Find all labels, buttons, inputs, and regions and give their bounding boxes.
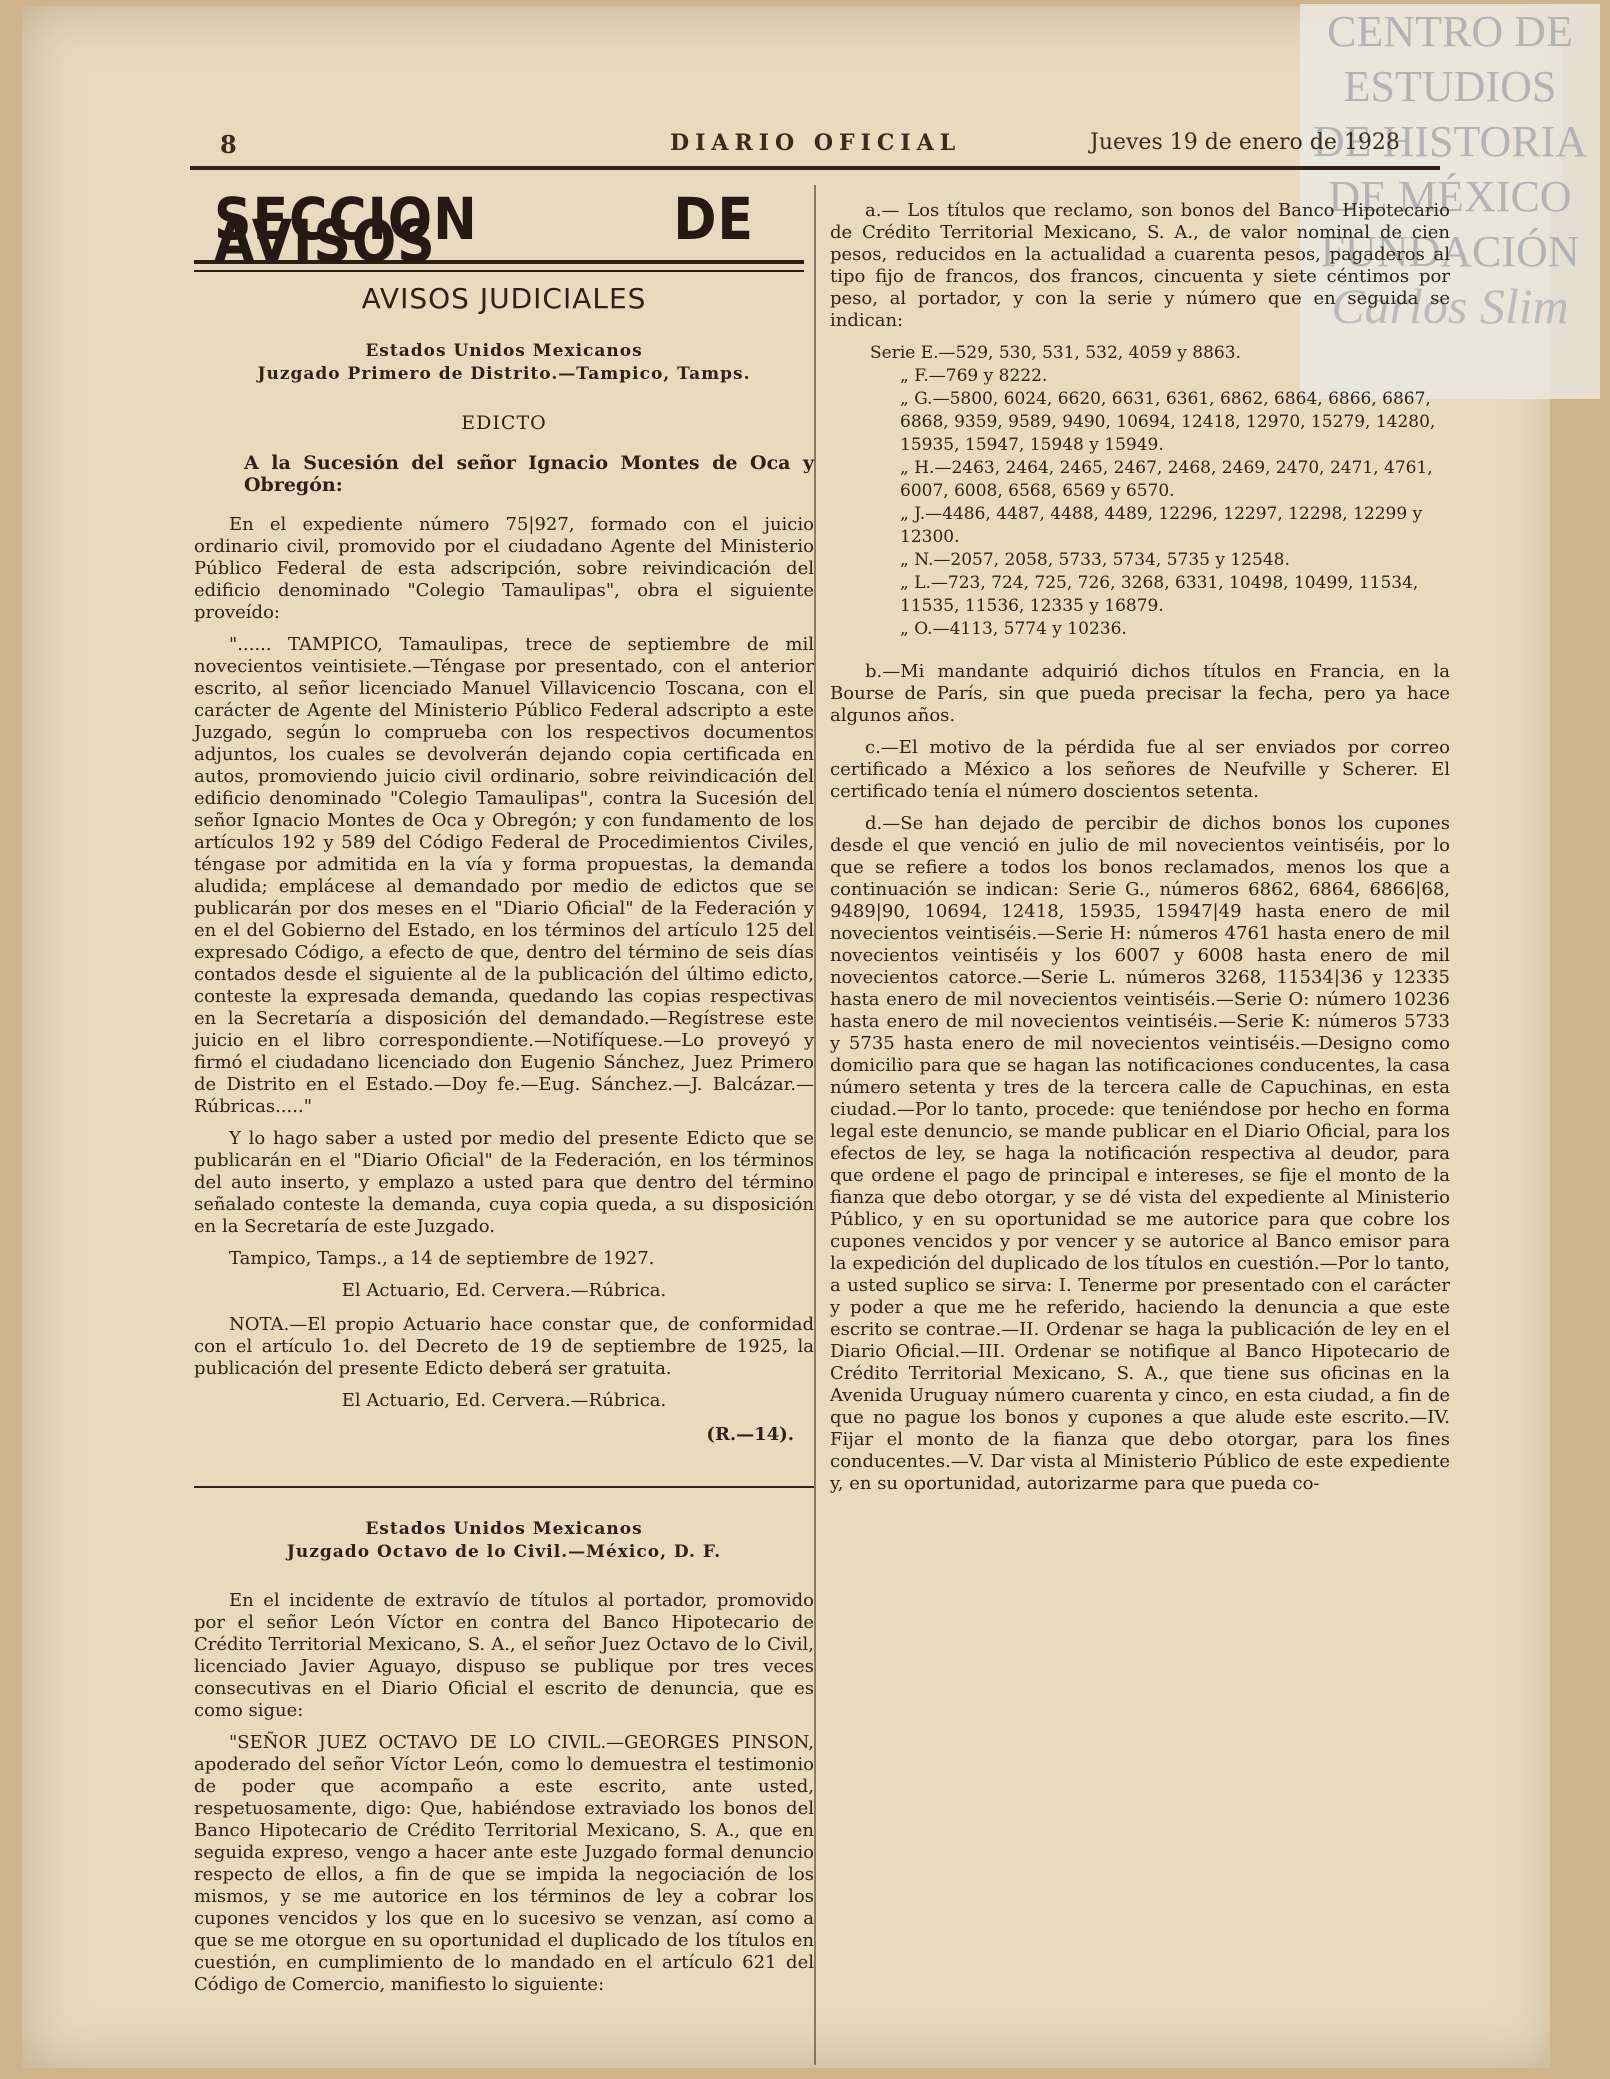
series-numbers: 4486, 4487, 4488, 4489, 12296, 12297, 12298, 12299 y 12300. xyxy=(900,504,1423,547)
series-label: „ N.— xyxy=(900,550,951,570)
series-numbers: 529, 530, 531, 532, 4059 y 8863. xyxy=(955,343,1241,363)
court-header xyxy=(194,1518,814,1564)
series-numbers: 5800, 6024, 6620, 6631, 6361, 6862, 6864, 6866, 6867, 6868, 9359, 9589, 9490, 10694, 12418, 12970, 15279, 14280, 15935, 15947, 15948 y 15949. xyxy=(900,389,1436,455)
paper-name: DIARIO OFICIAL xyxy=(670,130,962,156)
note: NOTA.—El propio Actuario hace constar que, de conformidad con el artículo 1o. del Decreto de 19 de septiembre de 1925, la publicación del presente Edicto deberá ser gratuita. xyxy=(194,1314,814,1379)
series-row xyxy=(870,457,1450,503)
watermark-line: ESTUDIOS xyxy=(1343,62,1557,111)
section-title: SECCION DE AVISOS xyxy=(214,185,754,275)
signature: El Actuario, Ed. Cervera.—Rúbrica. xyxy=(341,1390,667,1411)
series-numbers: 2463, 2464, 2465, 2467, 2468, 2469, 2470, 2471, 4761, 6007, 6008, 6568, 6569 y 6570. xyxy=(900,458,1433,501)
paragraph: b.—Mi mandante adquirió dichos títulos en Francia, en la Bourse de París, sin que pueda precisar la fecha, pero ya hace algunos años. xyxy=(830,661,1450,726)
paragraph: d.—Se han dejado de percibir de dichos bonos los cupones desde el que venció en julio de mil novecientos veintiséis, por lo que se refiere a todos los bonos reclamados, menos los que a continuación se indican: Serie G., números 6862, 6864, 6866|68, 9489|90, 10694, 12418, 15935, 15947|49 hasta enero de mil novecientos veintiséis.—Serie H: números 4761 hasta enero de mil novecientos veintiséis y los 6007 y 6008 hasta enero de mil novecientos catorce.—Serie L. números 3268, 11534|36 y 12335 hasta enero de mil novecientos veintiséis.—Serie O: número 10236 hasta enero de mil novecientos veintiséis.—Serie K: números 5733 y 5735 hasta enero de mil novecientos veintiséis.—Designo como domicilio para que se hagan las notificaciones conducentes, la casa número setenta y tres de la tercera calle de Capuchinas, en esta ciudad.—Por lo tanto, procede: que teniéndose por hecho en forma legal este denuncio, se mande publicar en el Diario Oficial, para los efectos de ley, se haga la notificación respectiva al deudor, para que ordene el pago de principal e intereses, se fije el monto de la fianza que debo otorgar, y se dé vista del expediente al Ministerio Público, y en su oportunidad se me autorice para que cobre los cupones vencidos y por vencer y se autorice al Banco emisor para la expedición del duplicado de los títulos en cuestión.—Por lo tanto, a usted suplico se sirva: I. Tenerme por presentado con el carácter y poder a que me he referido, haciendo la denuncia a que este escrito se contrae.—II. Ordenar se haga la publicación de ley en el Diario Oficial.—III. Ordenar se notifique al Banco Hipotecario de Crédito Territorial Mexicano, S. A., que tiene sus oficinas en la Avenida Uruguay número cuarenta y cinco, en esta ciudad, a fin de que no pague los bonos y cupones a que alude este escrito.—IV. Fijar el monto de la fianza que debo otorgar, para los fines conducentes.—V. Dar vista al Ministerio Público de este expediente y, en su oportunidad, autorizarme para que pueda co- xyxy=(830,813,1450,1494)
series-numbers: 769 y 8222. xyxy=(945,366,1048,386)
signature: El Actuario, Ed. Cervera.—Rúbrica. xyxy=(341,1280,667,1301)
torn-edge xyxy=(1550,210,1610,2079)
page-number: 8 xyxy=(220,130,237,159)
court-line: Estados Unidos Mexicanos xyxy=(365,341,643,361)
watermark-line: CENTRO DE xyxy=(1327,7,1573,56)
series-row xyxy=(870,572,1450,618)
paragraph: "SEÑOR JUEZ OCTAVO DE LO CIVIL.—GEORGES PINSON, apoderado del señor Víctor León, como lo demuestra el testimonio de poder que acompaño a este escrito, ante usted, respetuosamente, digo: Que, habiéndose extraviado los bonos del Banco Hipotecario de Crédito Territorial Mexicano, S. A., que en seguida expreso, vengo a hacer ante este Juzgado formal denuncio respecto de ellos, a fin de que se impida la negociación de los mismos, y se me autorice en los términos de ley a cobrar los cupones vencidos y los que en lo sucesivo se venzan, así como a que se me otorgue en su oportunidad el duplicado de los títulos en cuestión, en cumplimiento de lo mandado en el artículo 621 del Código de Comercio, manifiesto lo siguiente: xyxy=(194,1732,814,1995)
series-row xyxy=(870,342,1450,365)
series-row xyxy=(870,388,1450,457)
paragraph: c.—El motivo de la pérdida fue al ser enviados por correo certificado a México a los señores de Neufville y Scherer. El certificado tenía el número doscientos setenta. xyxy=(830,737,1450,802)
salutation: A la Sucesión del señor Ignacio Montes de Oca y Obregón: xyxy=(244,452,814,496)
court-line: Estados Unidos Mexicanos xyxy=(365,1519,643,1539)
series-numbers: 723, 724, 725, 726, 3268, 6331, 10498, 10499, 11534, 11535, 11536, 12335 y 16879. xyxy=(900,573,1419,616)
masthead-rule xyxy=(190,166,1440,170)
series-row xyxy=(870,549,1450,572)
left-column xyxy=(194,185,814,2006)
paragraph: En el incidente de extravío de títulos al portador, promovido por el señor León Víctor en contra del Banco Hipotecario de Crédito Territorial Mexicano, S. A., el señor Juez Octavo de lo Civil, licenciado Javier Aguayo, dispuso se publique por tres veces consecutivas en el Diario Oficial el escrito de denuncia, que es como sigue: xyxy=(194,1590,814,1721)
reference-code: (R.—14). xyxy=(706,1424,794,1445)
series-label: „ G.— xyxy=(900,389,950,409)
court-line: Juzgado Octavo de lo Civil.—México, D. F. xyxy=(286,1542,722,1562)
series-row xyxy=(870,365,1450,388)
series-row xyxy=(870,503,1450,549)
court-header xyxy=(194,340,814,386)
series-row xyxy=(870,618,1450,641)
paragraph: a.— Los títulos que reclamo, son bonos del Banco Hipotecario de Crédito Territorial Mexicano, S. A., de valor nominal de cien pesos, reducidos en la actualidad a cuarenta pesos, pagaderos al tipo fijo de francos, dos francos, cincuenta y siete céntimos por peso, al portador, y con la serie y número que en seguida se indican: xyxy=(830,200,1450,331)
right-column xyxy=(830,200,1450,1505)
series-label: Serie E.— xyxy=(870,343,956,363)
court-line: Juzgado Primero de Distrito.—Tampico, Tamps. xyxy=(257,364,751,384)
watermark-line: FUNDACIÓN xyxy=(1320,227,1580,276)
series-numbers: 2057, 2058, 5733, 5734, 5735 y 12548. xyxy=(950,550,1290,570)
series-label: „ L.— xyxy=(900,573,948,593)
subsection-title: AVISOS JUDICIALES xyxy=(361,282,647,315)
series-label: „ J.— xyxy=(900,504,943,524)
series-label: „ O.— xyxy=(900,619,950,639)
edict-heading: EDICTO xyxy=(461,412,547,434)
issue-date: Jueves 19 de enero de 1928 xyxy=(1090,130,1400,155)
series-label: „ F.— xyxy=(900,366,946,386)
series-label: „ H.— xyxy=(900,458,952,478)
paragraph: En el expediente número 75|927, formado con el juicio ordinario civil, promovido por el ciudadano Agente del Ministerio Público Federal de esta adscripción, sobre reivindicación del edificio denominado "Colegio Tamaulipas", obra el siguiente proveído: xyxy=(194,514,814,623)
paragraph: "...... TAMPICO, Tamaulipas, trece de septiembre de mil novecientos veintisiete.—Téngase por presentado, con el anterior escrito, al señor licenciado Manuel Villavicencio Toscana, con el carácter de Agente del Ministerio Público Federal adscripto a este Juzgado, según lo comprueba con los respectivos documentos adjuntos, los cuales se devolverán dejando copia certificada en autos, promoviendo juicio civil ordinario, sobre reivindicación del edificio denominado "Colegio Tamaulipas", contra la Sucesión del señor Ignacio Montes de Oca y Obregón; y con fundamento de los artículos 192 y 589 del Código Federal de Procedimientos Civiles, téngase por admitida en la vía y forma propuestas, la demanda aludida; emplácese al demandado por medio de edictos que se publicarán por dos meses en el "Diario Oficial" de la Federación y en el del Gobierno del Estado, en los términos del artículo 125 del expresado Código, a efecto de que, dentro del término de seis días contados desde el siguiente al de la publicación del último edicto, conteste la expresada demanda, quedando las copias respectivas en la Secretaría a disposición del demandado.—Regístrese este juicio en el libro correspondiente.—Notifíquese.—Lo proveyó y firmó el ciudadano licenciado don Eugenio Sánchez, Juez Primero de Distrito en el Estado.—Doy fe.—Eug. Sánchez.—J. Balcázar.—Rúbricas....." xyxy=(194,634,814,1117)
column-separator xyxy=(814,185,816,2065)
notice-divider xyxy=(194,1486,814,1488)
series-list xyxy=(870,342,1450,641)
paragraph: Y lo hago saber a usted por medio del presente Edicto que se publicarán en el "Diario Oficial" de la Federación, en los términos del auto inserto, y emplazo a usted para que dentro del término señalado conteste la demanda, cuya copia queda, a su disposición en la Secretaría de este Juzgado. xyxy=(194,1128,814,1237)
series-numbers: 4113, 5774 y 10236. xyxy=(949,619,1127,639)
watermark-line: DE HISTORIA xyxy=(1312,117,1588,166)
watermark-line: DE MÉXICO xyxy=(1328,172,1572,221)
watermark-signature: Carlos Slim xyxy=(1331,278,1569,334)
place-date: Tampico, Tamps., a 14 de septiembre de 1927. xyxy=(229,1248,655,1269)
